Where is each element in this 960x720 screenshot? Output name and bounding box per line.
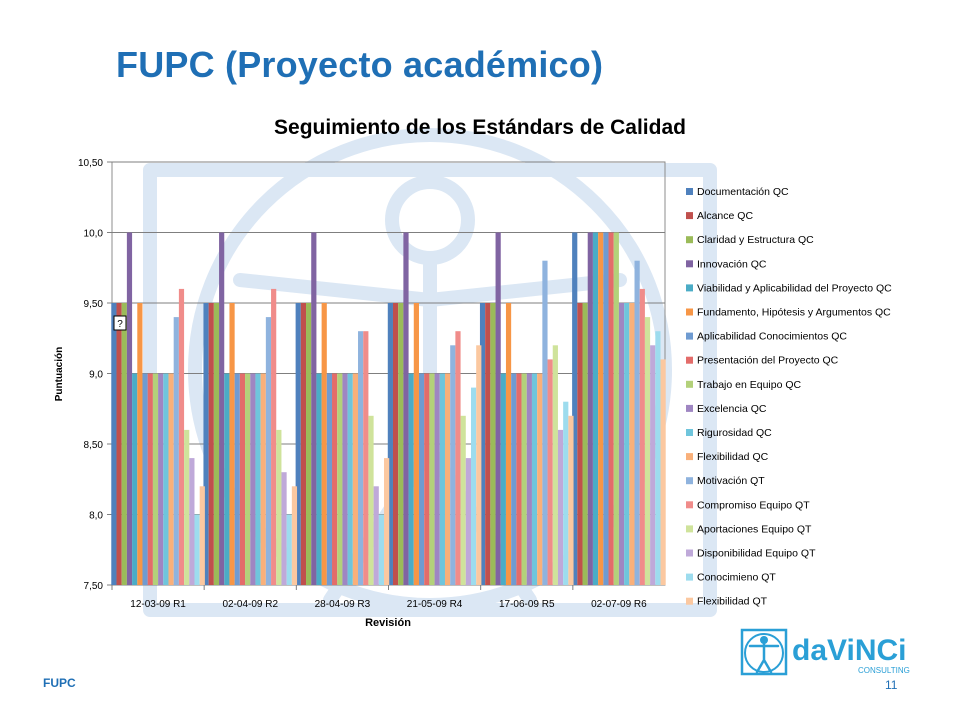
x-tick-label: 02-04-09 R2 [222, 599, 279, 610]
bar [435, 374, 440, 586]
y-tick-label: 10,0 [83, 228, 103, 240]
legend-swatch [686, 236, 693, 243]
bar [424, 374, 429, 586]
bar [429, 374, 434, 586]
bar [342, 374, 347, 586]
bar [455, 331, 460, 585]
bar [292, 486, 297, 585]
bar [301, 303, 306, 585]
bar [266, 317, 271, 585]
legend-label: Claridad y Estructura QC [697, 234, 814, 247]
bar [179, 289, 184, 585]
bar [142, 374, 147, 586]
bar [614, 233, 619, 586]
bar [306, 303, 311, 585]
bar [245, 374, 250, 586]
bar [116, 303, 121, 585]
bar [563, 402, 568, 585]
bar [261, 374, 266, 586]
bar [568, 416, 573, 585]
legend-label: Innovación QC [697, 258, 767, 271]
bar [348, 374, 353, 586]
bar [168, 374, 173, 586]
bar [650, 345, 655, 585]
bar [398, 303, 403, 585]
bar [311, 233, 316, 586]
bar [240, 374, 245, 586]
bar [163, 374, 168, 586]
bar [629, 303, 634, 585]
bar [209, 303, 214, 585]
bar [532, 374, 537, 586]
bar [577, 303, 582, 585]
x-tick-label: 21-05-09 R4 [406, 599, 463, 610]
bar [235, 374, 240, 586]
legend-swatch [686, 357, 693, 364]
bar [583, 303, 588, 585]
bar [450, 345, 455, 585]
bar [419, 374, 424, 586]
davinci-logo [740, 626, 915, 684]
bar [174, 317, 179, 585]
bar [200, 486, 205, 585]
bar [537, 374, 542, 586]
bar [603, 233, 608, 586]
bar [184, 430, 189, 585]
bar [588, 233, 593, 586]
y-tick-label: 9,50 [83, 299, 103, 310]
bar [358, 331, 363, 585]
bar [353, 374, 358, 586]
chart-title: Seguimiento de los Estándars de Calidad [274, 116, 686, 139]
bar [250, 374, 255, 586]
slide-title: FUPC (Proyecto académico) [116, 44, 604, 85]
bar [374, 486, 379, 585]
bar [137, 303, 142, 585]
legend-label: Motivación QT [697, 475, 765, 488]
legend-swatch [686, 429, 693, 436]
bar [496, 233, 501, 586]
bar [553, 345, 558, 585]
bar [224, 374, 229, 586]
y-tick-label: 8,50 [83, 440, 103, 451]
legend-label: Fundamento, Hipótesis y Argumentos QC [697, 306, 891, 319]
bar [363, 331, 368, 585]
bar [111, 303, 116, 585]
legend-label: Alcance QC [697, 210, 754, 223]
legend-swatch [686, 212, 693, 219]
bar [471, 388, 476, 585]
bar [214, 303, 219, 585]
bar [527, 374, 532, 586]
bar [440, 374, 445, 586]
x-tick-label: 12-03-09 R1 [130, 599, 186, 610]
bar [624, 303, 629, 585]
bar [332, 374, 337, 586]
legend-label: Viabilidad y Aplicabilidad del Proyecto QC [697, 282, 892, 295]
bar [558, 430, 563, 585]
x-axis-title: Revisión [365, 617, 411, 629]
bar [322, 303, 327, 585]
bar [276, 430, 281, 585]
bar [409, 374, 414, 586]
bar [255, 374, 260, 586]
legend-swatch [686, 477, 693, 484]
bar [609, 233, 614, 586]
bar [490, 303, 495, 585]
bar [461, 416, 466, 585]
bar [122, 303, 127, 585]
legend-label: Aportaciones Equipo QT [697, 523, 812, 536]
y-axis-title: Puntuación [54, 346, 65, 402]
bar [316, 374, 321, 586]
bar [522, 374, 527, 586]
legend-swatch [686, 188, 693, 195]
legend-label: Flexibilidad QT [697, 595, 768, 608]
svg-text:CONSULTING: CONSULTING [858, 666, 910, 675]
bar [661, 359, 666, 585]
bar [640, 289, 645, 585]
legend-swatch [686, 284, 693, 291]
y-tick-label: 7,50 [83, 581, 103, 592]
bar [327, 374, 332, 586]
svg-text:daViNCi: daViNCi [792, 634, 907, 667]
bar [229, 303, 234, 585]
bar [194, 515, 199, 586]
y-tick-label: 9,0 [89, 369, 103, 381]
bar [148, 374, 153, 586]
bar [153, 374, 158, 586]
bar [384, 458, 389, 585]
bar [506, 303, 511, 585]
legend-label: Rigurosidad QC [697, 427, 772, 439]
bar [393, 303, 398, 585]
legend-label: Conocimieno QT [697, 571, 776, 584]
bar [655, 331, 660, 585]
bar [379, 515, 384, 586]
legend-swatch [686, 260, 693, 267]
legend-swatch [686, 550, 693, 557]
bar [287, 515, 292, 586]
legend-label: Excelencia QC [697, 402, 767, 415]
bar [445, 374, 450, 586]
bar [542, 261, 547, 585]
legend-label: Aplicabilidad Conocimientos QC [697, 330, 847, 343]
legend-label: Presentación del Proyecto QC [697, 354, 839, 367]
bar [337, 374, 342, 586]
bar [598, 233, 603, 586]
legend-swatch [686, 574, 693, 581]
legend-label: Documentación QC [697, 186, 789, 198]
legend-swatch [686, 309, 693, 316]
bar [516, 374, 521, 586]
bar [645, 317, 650, 585]
bar [414, 303, 419, 585]
legend-swatch [686, 405, 693, 412]
bar [485, 303, 490, 585]
bar [403, 233, 408, 586]
legend-swatch [686, 525, 693, 532]
legend-swatch [686, 333, 693, 340]
y-tick-label: 10,50 [77, 158, 103, 169]
page-number: 11 [885, 678, 898, 692]
bar [635, 261, 640, 585]
bar [158, 374, 163, 586]
legend-label: Flexibilidad QC [697, 451, 769, 464]
legend-swatch [686, 598, 693, 605]
bar [127, 233, 132, 586]
bar [466, 458, 471, 585]
bar [281, 472, 286, 585]
y-tick-label: 8,0 [89, 510, 103, 522]
bar [511, 374, 516, 586]
legend-label: Disponibilidad Equipo QT [697, 547, 816, 560]
bar [219, 233, 224, 586]
bar [271, 289, 276, 585]
legend-swatch [686, 501, 693, 508]
bar [476, 345, 481, 585]
bar [189, 458, 194, 585]
footer-label: FUPC [43, 676, 76, 690]
bar [368, 416, 373, 585]
legend-swatch [686, 381, 693, 388]
bar [548, 359, 553, 585]
legend-label: Compromiso Equipo QT [697, 499, 810, 512]
legend-swatch [686, 453, 693, 460]
x-tick-label: 17-06-09 R5 [498, 599, 555, 610]
bar [593, 233, 598, 586]
legend-label: Trabajo en Equipo QC [697, 378, 802, 391]
bar [501, 374, 506, 586]
x-tick-label: 02-07-09 R6 [591, 599, 647, 610]
x-tick-label: 28-04-09 R3 [314, 599, 371, 610]
bar [132, 374, 137, 586]
marker-label: ? [117, 319, 123, 330]
bar [619, 303, 624, 585]
